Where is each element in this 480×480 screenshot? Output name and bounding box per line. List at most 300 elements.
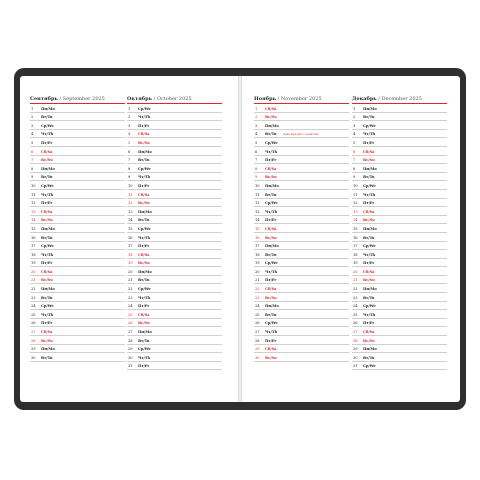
weekday-label: Сб/Sa [363, 149, 375, 154]
day-row[interactable] [127, 284, 222, 293]
day-row[interactable] [352, 250, 447, 259]
day-row[interactable] [30, 216, 125, 225]
day-row[interactable] [254, 190, 349, 199]
day-row[interactable] [254, 276, 349, 285]
day-number: 6 [255, 149, 258, 154]
day-number: 13 [128, 209, 133, 214]
month-october [127, 95, 222, 370]
day-number: 22 [353, 287, 358, 292]
weekday-label: Чт/Th [363, 252, 376, 257]
day-number: 12 [31, 201, 36, 206]
day-row[interactable] [127, 164, 222, 173]
day-row[interactable] [254, 293, 349, 302]
month-september [30, 95, 125, 362]
day-row[interactable] [127, 327, 222, 336]
day-row[interactable] [127, 181, 222, 190]
day-number: 4 [353, 132, 356, 137]
day-number: 9 [31, 175, 34, 180]
weekday-label: Ср/We [138, 226, 151, 231]
day-number: 7 [255, 158, 258, 163]
day-row[interactable] [352, 173, 447, 182]
weekday-label: Вс/Su [138, 140, 150, 145]
weekday-label: Вс/Su [138, 201, 150, 206]
day-number: 29 [128, 347, 133, 352]
day-number: 23 [31, 295, 36, 300]
day-row[interactable] [30, 276, 125, 285]
day-number: 18 [128, 252, 133, 257]
weekday-label: Вс/Su [41, 158, 53, 163]
day-number: 24 [128, 304, 133, 309]
weekday-label: Ср/We [265, 140, 278, 145]
weekday-label: Пн/Mo [363, 287, 377, 292]
day-row[interactable] [30, 284, 125, 293]
day-row[interactable] [352, 293, 447, 302]
weekday-label: Сб/Sa [41, 209, 53, 214]
day-row[interactable] [352, 181, 447, 190]
day-row[interactable] [254, 216, 349, 225]
day-list [352, 104, 447, 370]
weekday-label: Вс/Su [265, 115, 277, 120]
day-row[interactable] [254, 199, 349, 208]
day-row[interactable] [254, 353, 349, 362]
weekday-label: Пн/Mo [138, 269, 152, 274]
day-number: 6 [31, 149, 34, 154]
day-row[interactable] [254, 207, 349, 216]
day-number: 23 [255, 295, 260, 300]
month-header [30, 95, 125, 104]
weekday-label: Сб/Sa [41, 330, 53, 335]
day-row[interactable] [352, 259, 447, 268]
day-row[interactable] [254, 267, 349, 276]
day-row[interactable] [254, 173, 349, 182]
weekday-label: Вт/Tu [363, 295, 375, 300]
weekday-label: Вт/Tu [138, 218, 150, 223]
weekday-label: Вт/Tu [363, 355, 375, 360]
day-row[interactable] [352, 104, 447, 113]
weekday-label: Пн/Mo [41, 226, 55, 231]
day-number: 7 [128, 158, 131, 163]
day-row[interactable] [127, 121, 222, 130]
day-number: 16 [128, 235, 133, 240]
month-name-ru: Ноябрь [254, 96, 276, 102]
day-number: 14 [128, 218, 133, 223]
day-number: 30 [128, 355, 133, 360]
day-row[interactable] [127, 345, 222, 354]
day-number: 8 [128, 166, 131, 171]
day-row[interactable] [127, 293, 222, 302]
weekday-label: Ср/We [363, 304, 376, 309]
day-row[interactable] [30, 259, 125, 268]
month-name-en: / September 2025 [57, 96, 105, 102]
day-row[interactable] [352, 121, 447, 130]
weekday-label: Вт/Tu [41, 235, 53, 240]
weekday-label: Сб/Sa [363, 209, 375, 214]
day-number: 7 [353, 158, 356, 163]
day-number: 14 [353, 218, 358, 223]
day-number: 31 [353, 364, 358, 369]
day-row[interactable] [254, 327, 349, 336]
day-number: 20 [128, 269, 133, 274]
weekday-label: Пн/Mo [138, 330, 152, 335]
month-name-en: / December 2025 [376, 96, 422, 102]
day-number: 31 [128, 364, 133, 369]
day-number: 17 [353, 244, 358, 249]
day-row[interactable] [352, 199, 447, 208]
weekday-label: Сб/Sa [41, 269, 53, 274]
month-name-ru: Сентябрь [30, 96, 58, 102]
day-row[interactable] [30, 345, 125, 354]
day-row[interactable] [352, 130, 447, 139]
day-row[interactable] [127, 250, 222, 259]
day-row[interactable] [352, 242, 447, 251]
weekday-label: Ср/We [265, 321, 278, 326]
day-number: 5 [353, 140, 356, 145]
day-number: 1 [255, 106, 258, 111]
day-number: 24 [31, 304, 36, 309]
weekday-label: Пт/Fr [265, 158, 277, 163]
weekday-label: Вт/Tu [41, 175, 53, 180]
day-row[interactable] [127, 310, 222, 319]
day-row[interactable] [352, 164, 447, 173]
weekday-label: Пн/Mo [265, 244, 279, 249]
weekday-label: Вт/Tu [41, 295, 53, 300]
weekday-label: Сб/Sa [138, 132, 150, 137]
weekday-label: Ср/We [41, 244, 54, 249]
planner-spine [238, 76, 242, 402]
weekday-label: Вт/Tu [363, 115, 375, 120]
day-row[interactable] [352, 353, 447, 362]
day-row[interactable] [127, 276, 222, 285]
weekday-label: Пн/Mo [265, 183, 279, 188]
month-december [352, 95, 447, 370]
weekday-label: Чт/Th [265, 330, 278, 335]
day-row[interactable] [352, 284, 447, 293]
day-number: 23 [128, 295, 133, 300]
weekday-label: Вс/Su [363, 338, 375, 343]
day-row[interactable] [352, 276, 447, 285]
weekday-label: Пн/Mo [363, 347, 377, 352]
day-row[interactable] [127, 173, 222, 182]
day-row[interactable] [254, 310, 349, 319]
weekday-label: Сб/Sa [265, 287, 277, 292]
weekday-label: Ср/We [265, 261, 278, 266]
day-row[interactable] [127, 353, 222, 362]
day-number: 20 [255, 269, 260, 274]
day-row[interactable] [127, 207, 222, 216]
weekday-label: Чт/Th [265, 149, 278, 154]
day-number: 1 [353, 106, 356, 111]
weekday-label: Вс/Su [363, 218, 375, 223]
weekday-label: Вт/Tu [265, 252, 277, 257]
day-row[interactable] [254, 284, 349, 293]
day-number: 21 [255, 278, 260, 283]
day-row[interactable] [254, 242, 349, 251]
day-row[interactable] [254, 302, 349, 311]
day-number: 25 [255, 312, 260, 317]
day-number: 20 [353, 269, 358, 274]
day-row[interactable] [127, 113, 222, 122]
day-number: 22 [128, 287, 133, 292]
weekday-label: Вс/Su [41, 218, 53, 223]
day-row[interactable] [254, 233, 349, 242]
day-row[interactable] [127, 233, 222, 242]
holiday-note: День народного единства [283, 133, 319, 137]
day-row[interactable] [30, 327, 125, 336]
day-row[interactable] [30, 104, 125, 113]
day-row[interactable] [30, 207, 125, 216]
weekday-label: Пн/Mo [41, 287, 55, 292]
day-number: 2 [353, 115, 356, 120]
weekday-label: Ср/We [138, 347, 151, 352]
day-row[interactable] [254, 164, 349, 173]
day-number: 4 [31, 132, 34, 137]
weekday-label: Вс/Su [265, 235, 277, 240]
day-number: 9 [353, 175, 356, 180]
weekday-label: Чт/Th [363, 192, 376, 197]
day-number: 17 [31, 244, 36, 249]
day-row[interactable] [30, 164, 125, 173]
weekday-label: Чт/Th [138, 235, 151, 240]
day-number: 13 [31, 209, 36, 214]
day-row[interactable] [254, 259, 349, 268]
month-header [254, 95, 349, 104]
weekday-label: Сб/Sa [265, 226, 277, 231]
day-row[interactable] [30, 199, 125, 208]
weekday-label: Вс/Su [41, 338, 53, 343]
weekday-label: Сб/Sa [363, 269, 375, 274]
day-row[interactable] [30, 190, 125, 199]
day-row[interactable] [127, 302, 222, 311]
day-row[interactable] [127, 104, 222, 113]
month-header [127, 95, 222, 104]
weekday-label: Вт/Tu [363, 175, 375, 180]
day-row[interactable] [127, 224, 222, 233]
day-row[interactable] [30, 173, 125, 182]
day-number: 17 [128, 244, 133, 249]
weekday-label: Ср/We [138, 287, 151, 292]
weekday-label: Чт/Th [138, 295, 151, 300]
day-row[interactable] [30, 224, 125, 233]
day-row[interactable] [30, 319, 125, 328]
day-number: 15 [255, 226, 260, 231]
day-number: 14 [31, 218, 36, 223]
day-row[interactable] [352, 327, 447, 336]
weekday-label: Ср/We [363, 364, 376, 369]
day-row[interactable] [127, 216, 222, 225]
day-number: 29 [255, 347, 260, 352]
day-row[interactable] [30, 302, 125, 311]
day-number: 25 [31, 312, 36, 317]
day-row[interactable] [352, 362, 447, 371]
day-number: 3 [31, 123, 34, 128]
weekday-label: Пт/Fr [363, 140, 375, 145]
day-list [254, 104, 349, 362]
day-row[interactable] [127, 130, 222, 139]
day-number: 4 [128, 132, 131, 137]
weekday-label: Пт/Fr [41, 261, 53, 266]
day-row[interactable] [30, 336, 125, 345]
day-number: 18 [255, 252, 260, 257]
day-number: 15 [31, 226, 36, 231]
day-row[interactable] [254, 250, 349, 259]
day-number: 1 [31, 106, 34, 111]
day-row[interactable] [30, 147, 125, 156]
weekday-label: Пт/Fr [265, 338, 277, 343]
day-row[interactable] [30, 353, 125, 362]
day-number: 11 [31, 192, 36, 197]
day-row[interactable] [30, 130, 125, 139]
day-row[interactable] [127, 138, 222, 147]
weekday-label: Сб/Sa [138, 312, 150, 317]
weekday-label: Пн/Mo [138, 209, 152, 214]
weekday-label: Ср/We [363, 244, 376, 249]
day-row[interactable] [30, 267, 125, 276]
weekday-label: Пн/Mo [363, 226, 377, 231]
day-row[interactable] [30, 121, 125, 130]
weekday-label: Вт/Tu [265, 132, 277, 137]
day-number: 26 [353, 321, 358, 326]
day-number: 12 [353, 201, 358, 206]
day-row[interactable] [127, 199, 222, 208]
day-number: 21 [128, 278, 133, 283]
day-row[interactable] [352, 224, 447, 233]
weekday-label: Чт/Th [363, 132, 376, 137]
day-row[interactable] [352, 147, 447, 156]
day-row[interactable] [127, 190, 222, 199]
day-number: 10 [353, 183, 358, 188]
day-number: 11 [353, 192, 358, 197]
weekday-label: Пн/Mo [265, 123, 279, 128]
day-row[interactable] [127, 267, 222, 276]
day-number: 27 [353, 330, 358, 335]
day-row[interactable] [254, 224, 349, 233]
day-row[interactable] [127, 362, 222, 371]
day-row[interactable] [254, 156, 349, 165]
day-number: 19 [353, 261, 358, 266]
month-name-en: / November 2025 [275, 96, 322, 102]
day-row[interactable] [30, 250, 125, 259]
weekday-label: Ср/We [41, 183, 54, 188]
day-row[interactable] [352, 233, 447, 242]
weekday-label: Чт/Th [265, 269, 278, 274]
day-row[interactable] [352, 319, 447, 328]
day-row[interactable] [254, 138, 349, 147]
day-row[interactable] [254, 121, 349, 130]
day-row[interactable] [127, 336, 222, 345]
weekday-label: Вс/Su [363, 278, 375, 283]
day-row[interactable] [127, 259, 222, 268]
weekday-label: Пт/Fr [41, 201, 53, 206]
day-number: 27 [31, 330, 36, 335]
weekday-label: Вс/Su [138, 321, 150, 326]
day-row[interactable] [352, 216, 447, 225]
day-row[interactable] [352, 156, 447, 165]
weekday-label: Пт/Fr [41, 321, 53, 326]
day-row[interactable] [254, 336, 349, 345]
weekday-label: Ср/We [138, 166, 151, 171]
weekday-label: Вт/Tu [265, 192, 277, 197]
weekday-label: Пт/Fr [265, 278, 277, 283]
day-row[interactable] [127, 319, 222, 328]
day-row[interactable] [254, 319, 349, 328]
day-row[interactable] [30, 138, 125, 147]
day-row[interactable] [352, 336, 447, 345]
weekday-label: Чт/Th [138, 355, 151, 360]
day-row[interactable] [30, 156, 125, 165]
day-row[interactable] [352, 345, 447, 354]
weekday-label: Сб/Sa [41, 149, 53, 154]
day-number: 2 [255, 115, 258, 120]
weekday-label: Пт/Fr [363, 321, 375, 326]
day-row[interactable] [127, 147, 222, 156]
weekday-label: Пт/Fr [41, 140, 53, 145]
day-number: 8 [353, 166, 356, 171]
day-number: 17 [255, 244, 260, 249]
weekday-label: Вт/Tu [138, 278, 150, 283]
day-number: 12 [255, 201, 260, 206]
day-number: 8 [31, 166, 34, 171]
weekday-label: Пт/Fr [265, 218, 277, 223]
weekday-label: Сб/Sa [363, 330, 375, 335]
weekday-label: Пн/Mo [138, 149, 152, 154]
day-number: 26 [31, 321, 36, 326]
weekday-label: Пт/Fr [363, 261, 375, 266]
day-row[interactable] [30, 242, 125, 251]
month-header [352, 95, 447, 104]
weekday-label: Вс/Su [265, 295, 277, 300]
day-row[interactable] [30, 233, 125, 242]
day-number: 24 [255, 304, 260, 309]
day-number: 27 [255, 330, 260, 335]
day-row[interactable] [352, 267, 447, 276]
day-number: 28 [128, 338, 133, 343]
day-row[interactable] [254, 113, 349, 122]
day-row[interactable] [30, 310, 125, 319]
day-row[interactable] [254, 130, 349, 139]
weekday-label: Вт/Tu [138, 158, 150, 163]
weekday-label: Вт/Tu [265, 312, 277, 317]
day-row[interactable] [254, 181, 349, 190]
day-row[interactable] [254, 104, 349, 113]
day-row[interactable] [352, 207, 447, 216]
month-november [254, 95, 349, 362]
day-row[interactable] [352, 113, 447, 122]
day-row[interactable] [352, 138, 447, 147]
day-row[interactable] [254, 345, 349, 354]
day-row[interactable] [30, 293, 125, 302]
day-row[interactable] [30, 113, 125, 122]
day-row[interactable] [352, 302, 447, 311]
day-number: 3 [353, 123, 356, 128]
day-number: 18 [31, 252, 36, 257]
weekday-label: Пт/Fr [363, 201, 375, 206]
day-number: 11 [128, 192, 133, 197]
day-row[interactable] [254, 147, 349, 156]
day-number: 18 [353, 252, 358, 257]
day-row[interactable] [30, 181, 125, 190]
day-row[interactable] [127, 242, 222, 251]
day-row[interactable] [352, 310, 447, 319]
day-number: 5 [31, 140, 34, 145]
day-number: 26 [128, 321, 133, 326]
month-name-en: / October 2025 [151, 96, 192, 102]
day-row[interactable] [352, 190, 447, 199]
weekday-label: Ср/We [41, 304, 54, 309]
day-number: 10 [128, 183, 133, 188]
day-row[interactable] [127, 156, 222, 165]
weekday-label: Пт/Fr [138, 364, 150, 369]
day-number: 3 [128, 123, 131, 128]
